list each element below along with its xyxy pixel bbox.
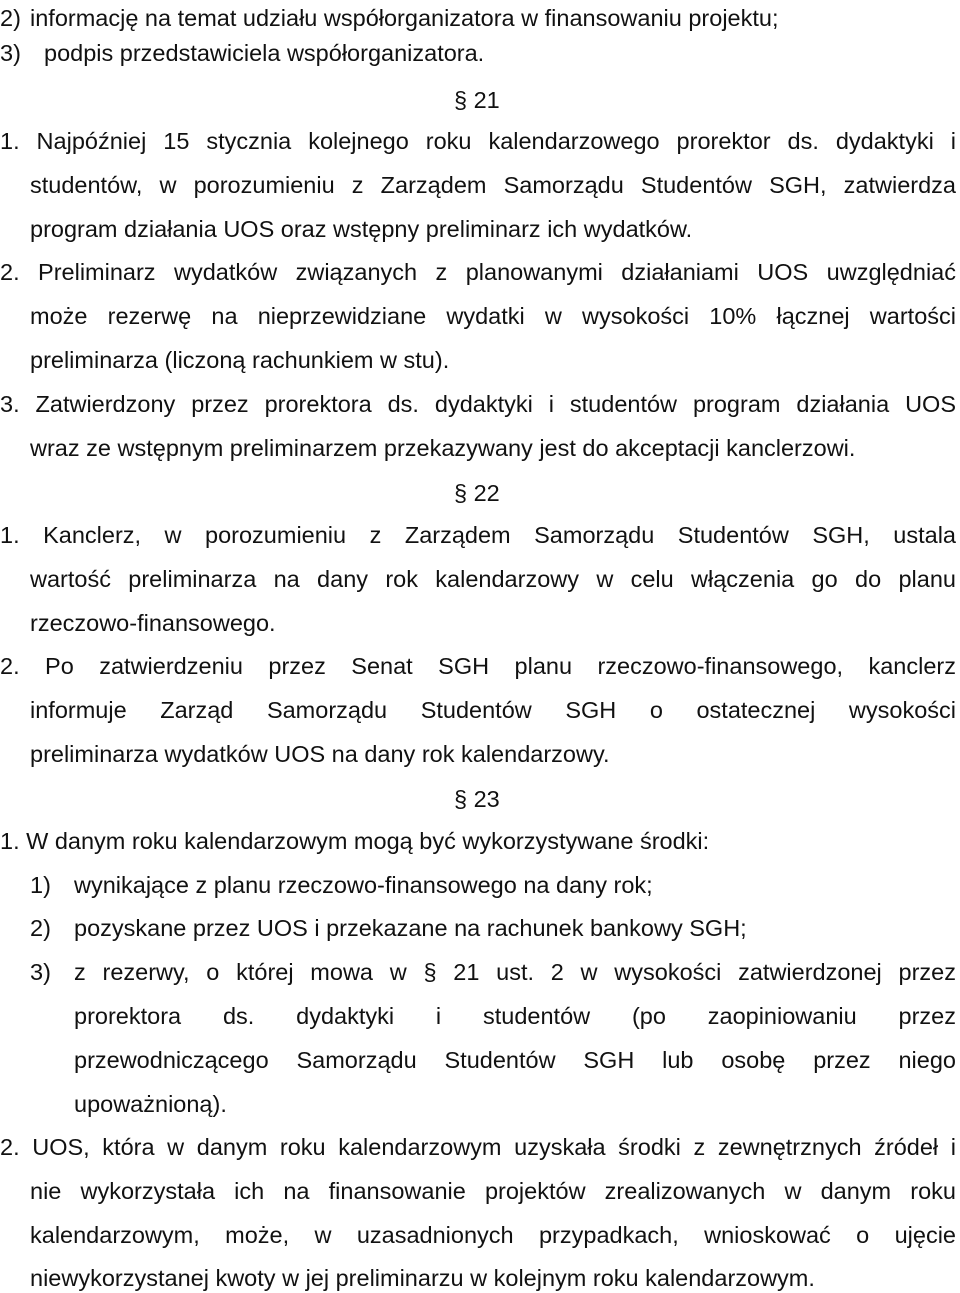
list-item-text: podpis przedstawiciela współorganizatora.	[44, 40, 485, 66]
paragraph-line: 1. Najpóźniej 15 stycznia kolejnego roku kalendarzowego prorektor ds. dydaktyki i	[0, 128, 956, 154]
paragraph-line: wraz ze wstępnym preliminarzem przekazywany jest do akceptacji kanclerzowi.	[30, 435, 856, 461]
section-heading: § 23	[454, 786, 500, 812]
section-heading: § 22	[454, 480, 500, 506]
paragraph-line: rzeczowo-finansowego.	[30, 610, 276, 636]
paragraph-line: 2. Po zatwierdzeniu przez Senat SGH planu rzeczowo-finansowego, kanclerz	[0, 653, 956, 679]
paragraph-line: 1. Kanclerz, w porozumieniu z Zarządem Samorządu Studentów SGH, ustala	[0, 522, 956, 548]
list-item-text: upoważnioną).	[74, 1091, 227, 1117]
paragraph-line: studentów, w porozumieniu z Zarządem Samorządu Studentów SGH, zatwierdza	[30, 172, 956, 198]
section-heading: § 21	[454, 87, 500, 113]
list-item-number: 2)	[30, 915, 51, 941]
paragraph-line: 2. UOS, która w danym roku kalendarzowym uzyskała środki z zewnętrznych źródeł i	[0, 1134, 956, 1160]
paragraph-line: informuje Zarząd Samorządu Studentów SGH o ostatecznej wysokości	[30, 697, 956, 723]
list-item-number: 3)	[0, 40, 21, 66]
list-item-number: 3)	[30, 959, 51, 985]
paragraph-line: preliminarza wydatków UOS na dany rok kalendarzowy.	[30, 741, 610, 767]
paragraph-line: preliminarza (liczoną rachunkiem w stu).	[30, 347, 450, 373]
paragraph-line: kalendarzowym, może, w uzasadnionych przypadkach, wnioskować o ujęcie	[30, 1222, 956, 1248]
paragraph-line: program działania UOS oraz wstępny preliminarz ich wydatków.	[30, 216, 693, 242]
list-item-text: prorektora ds. dydaktyki i studentów (po zaopiniowaniu przez	[74, 1003, 956, 1029]
list-item-text: pozyskane przez UOS i przekazane na rachunek bankowy SGH;	[74, 915, 747, 941]
paragraph-line: 1. W danym roku kalendarzowym mogą być wykorzystywane środki:	[0, 828, 710, 854]
list-item-number: 1)	[30, 872, 51, 898]
paragraph-line: nie wykorzystała ich na finansowanie projektów zrealizowanych w danym roku	[30, 1178, 956, 1204]
list-item-text: wynikające z planu rzeczowo-finansowego na dany rok;	[74, 872, 653, 898]
list-item-text: z rezerwy, o której mowa w § 21 ust. 2 w wysokości zatwierdzonej przez	[74, 959, 956, 985]
paragraph-line: może rezerwę na nieprzewidziane wydatki w wysokości 10% łącznej wartości	[30, 303, 956, 329]
list-item-number: 2)	[0, 5, 21, 31]
paragraph-line: wartość preliminarza na dany rok kalendarzowy w celu włączenia go do planu	[30, 566, 956, 592]
paragraph-line: 2. Preliminarz wydatków związanych z planowanymi działaniami UOS uwzględniać	[0, 259, 956, 285]
paragraph-line: niewykorzystanej kwoty w jej preliminarzu w kolejnym roku kalendarzowym.	[30, 1265, 815, 1291]
paragraph-line: 3. Zatwierdzony przez prorektora ds. dydaktyki i studentów program działania UOS	[0, 391, 956, 417]
list-item-text: przewodniczącego Samorządu Studentów SGH lub osobę przez niego	[74, 1047, 956, 1073]
list-item-text: informację na temat udziału współorganizatora w finansowaniu projektu;	[30, 5, 779, 31]
